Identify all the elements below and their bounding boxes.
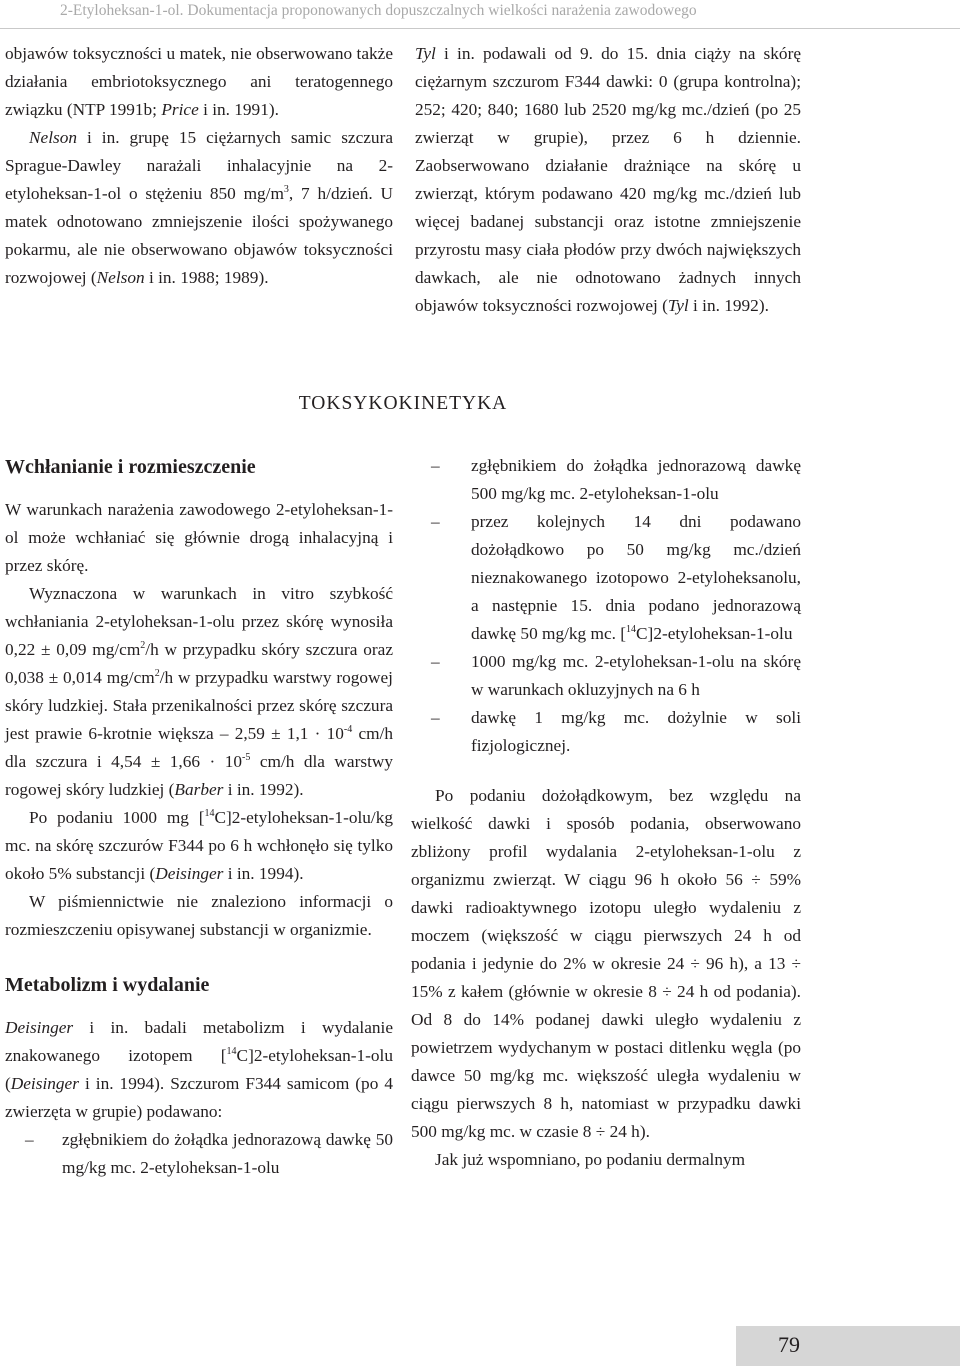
text: i in. podawali od 9. do 15. dnia ciąży na skórę ciężarnym szczurom F344 dawki: 0 (grupa kontrolna); 252; 420; 840; 1680 lub 2520 mg/kg mc./dzień (po 25 zwierząt w grupie), przez 6 h dziennie. Zaobserwowano działanie drażniące na skórę u zwierząt, którym podawano 420 mg/kg mc./dzień lub więcej badanej substancji oraz istotne zmniejszenie przyrostu masy ciała płodów przy dwóch największych dawkach, ale nie odnotowano żadnych innych objawów toksyczności rozwojowej ( bbox=[415, 44, 801, 315]
author-deisinger: Deisinger bbox=[10, 1074, 79, 1093]
paragraph-absorption-3 bbox=[5, 804, 393, 888]
paragraph-absorption-4: W piśmiennictwie nie znaleziono informacji o rozmieszczeniu opisywanej substancji w organizmie. bbox=[5, 892, 393, 939]
text: C]2-etyloheksan-1-olu ( bbox=[5, 1046, 393, 1093]
text: i in. 1994). bbox=[223, 864, 304, 883]
paragraph-ntp bbox=[5, 40, 393, 124]
list-item bbox=[411, 704, 801, 760]
author-tyl: Tyl bbox=[415, 44, 436, 63]
text: i in. 1988; 1989). bbox=[144, 268, 269, 287]
text: i in. badali metabolizm i wydalanie znakowanego izotopem [ bbox=[5, 1018, 393, 1065]
text: i in. 1991). bbox=[198, 100, 279, 119]
paragraph-tyl bbox=[415, 40, 801, 320]
running-header bbox=[0, 0, 960, 29]
superscript: 2 bbox=[154, 668, 160, 680]
text: objawów toksyczności u matek, nie obserwowano także działania embriotoksycznego ani teratogennego związku (NTP 1991b; bbox=[5, 44, 393, 119]
dash-bullet: – bbox=[431, 512, 440, 531]
text: Wyznaczona w warunkach in vitro szybkość wchłaniania 2-etyloheksan-1-olu przez skórę wynosiła 0,22 ± 0,09 mg/cm bbox=[5, 584, 393, 659]
dash-bullet: – bbox=[431, 652, 440, 671]
text: /h w przypadku warstwy rogowej skóry ludzkiej. Stała przenikalności przez skórę szczura jest prawie 6-krotnie większa – 2,59 ± 1,1 · 10 bbox=[5, 668, 393, 743]
paragraph-excretion: Po podaniu dożołądkowym, bez względu na wielkość dawki i sposób podania, obserwowano zbliżony profil wydalania 2-etyloheksan-1-olu z organizmu zwierząt. W ciągu 96 h około 56 ÷ 59% dawki radioaktywnego izotopu uległo wydaleniu z moczem (większość w ciągu pierwszych 24 h od podania i jedynie do 2% w okresie 24 ÷ 96 h), a 13 ÷ 15% z kałem (głównie w okresie 8 ÷ 24 h od podania). Od 8 do 14% podanej dawki uległo wydaleniu z powietrzem wydychanym w postaci ditlenku węgla (po dawce 50 mg/kg mc. większość uległa wydaleniu w ciągu pierwszych 8 h, natomiast w przypadku dawki 500 mg/kg mc. w czasie 8 ÷ 24 h). bbox=[411, 786, 801, 1141]
superscript: 14 bbox=[226, 1046, 237, 1058]
section-title: TOKSYKOKINETYKA bbox=[298, 393, 508, 414]
column-bottom-right bbox=[411, 452, 801, 1174]
superscript: 14 bbox=[204, 808, 215, 820]
list-item-text: dawkę 1 mg/kg mc. dożylnie w soli fizjologicznej. bbox=[471, 708, 801, 755]
column-bottom-left bbox=[5, 452, 393, 1182]
list-item bbox=[411, 508, 801, 648]
text: cm/h dla szczura i 4,54 ± 1,66 · 10 bbox=[5, 724, 394, 771]
list-item bbox=[411, 452, 801, 508]
text: i in. 1992). bbox=[223, 780, 304, 799]
running-title: 2-Etyloheksan-1-ol. Dokumentacja proponowanych dopuszczalnych wielkości narażenia zawodowego bbox=[60, 2, 697, 19]
superscript: 2 bbox=[140, 640, 146, 652]
heading-metabolism: Metabolizm i wydalanie bbox=[5, 974, 210, 996]
text: i in. 1994). Szczurom F344 samicom (po 4 zwierzęta w grupie) podawano: bbox=[5, 1074, 393, 1121]
page-number: 79 bbox=[778, 1332, 800, 1357]
author-deisinger: Deisinger bbox=[5, 1018, 74, 1037]
text: C]2-etyloheksan-1-olu bbox=[636, 624, 793, 643]
superscript: 3 bbox=[283, 184, 289, 196]
list-item-text bbox=[471, 508, 801, 648]
dose-list bbox=[5, 1126, 393, 1182]
dash-bullet: – bbox=[431, 708, 440, 727]
author-tyl: Tyl bbox=[667, 296, 689, 315]
heading-absorption: Wchłanianie i rozmieszczenie bbox=[5, 456, 256, 478]
text: przez kolejnych 14 dni podawano dożołądkowo po 50 mg/kg mc./dzień nieznakowanego izotopowo 2-etyloheksanolu, a następnie 15. dnia podano jednorazową dawkę 50 mg/kg mc. [ bbox=[471, 512, 801, 643]
paragraph-dermal: Jak już wspomniano, po podaniu dermalnym bbox=[435, 1150, 746, 1169]
author-nelson: Nelson bbox=[96, 268, 145, 287]
superscript: -4 bbox=[343, 724, 353, 736]
list-item-text: 1000 mg/kg mc. 2-etyloheksan-1-olu na skórę w warunkach okluzyjnych na 6 h bbox=[471, 652, 801, 699]
column-top-left bbox=[5, 40, 393, 292]
author-nelson: Nelson bbox=[29, 128, 78, 147]
paragraph-absorption-2 bbox=[5, 580, 393, 804]
author-barber: Barber bbox=[174, 780, 224, 799]
text: C]2-etyloheksan-1-olu/kg mc. na skórę szczurów F344 po 6 h wchłonęło się tylko około 5% substancji ( bbox=[5, 808, 393, 883]
list-item bbox=[5, 1126, 393, 1182]
paragraph-absorption-1: W warunkach narażenia zawodowego 2-etyloheksan-1-ol może wchłaniać się głównie drogą inhalacyjną i przez skórę. bbox=[5, 500, 393, 575]
paragraph-nelson bbox=[5, 124, 393, 292]
text: , 7 h/dzień. U matek odnotowano zmniejszenie ilości spożywanego pokarmu, ale nie obserwowano objawów toksyczności rozwojowej ( bbox=[5, 184, 393, 287]
list-item-text: zgłębnikiem do żołądka jednorazową dawkę 500 mg/kg mc. 2-etyloheksan-1-olu bbox=[471, 456, 801, 503]
text: i in. grupę 15 ciężarnych samic szczura Sprague-Dawley narażali inhalacyjnie na 2-etyloheksan-1-ol o stężeniu 850 mg/m bbox=[5, 128, 393, 203]
text: cm/h dla warstwy rogowej skóry ludzkiej ( bbox=[5, 752, 393, 799]
text: /h w przypadku skóry szczura oraz 0,038 ± 0,014 mg/cm bbox=[5, 640, 393, 687]
page-number-box bbox=[736, 1326, 960, 1366]
column-top-right bbox=[415, 40, 801, 320]
paragraph-metabolism-1 bbox=[5, 1014, 393, 1126]
author-price: Price bbox=[161, 100, 199, 119]
text: i in. 1992). bbox=[688, 296, 769, 315]
list-item bbox=[411, 648, 801, 704]
superscript: 14 bbox=[626, 624, 637, 636]
dose-list-continued bbox=[411, 452, 801, 760]
author-deisinger: Deisinger bbox=[155, 864, 224, 883]
dash-bullet: – bbox=[431, 456, 440, 475]
superscript: -5 bbox=[242, 752, 251, 764]
dash-bullet: – bbox=[25, 1130, 34, 1149]
text: Po podaniu 1000 mg [ bbox=[29, 808, 205, 827]
list-item-text: zgłębnikiem do żołądka jednorazową dawkę 50 mg/kg mc. 2-etyloheksan-1-olu bbox=[62, 1130, 393, 1177]
